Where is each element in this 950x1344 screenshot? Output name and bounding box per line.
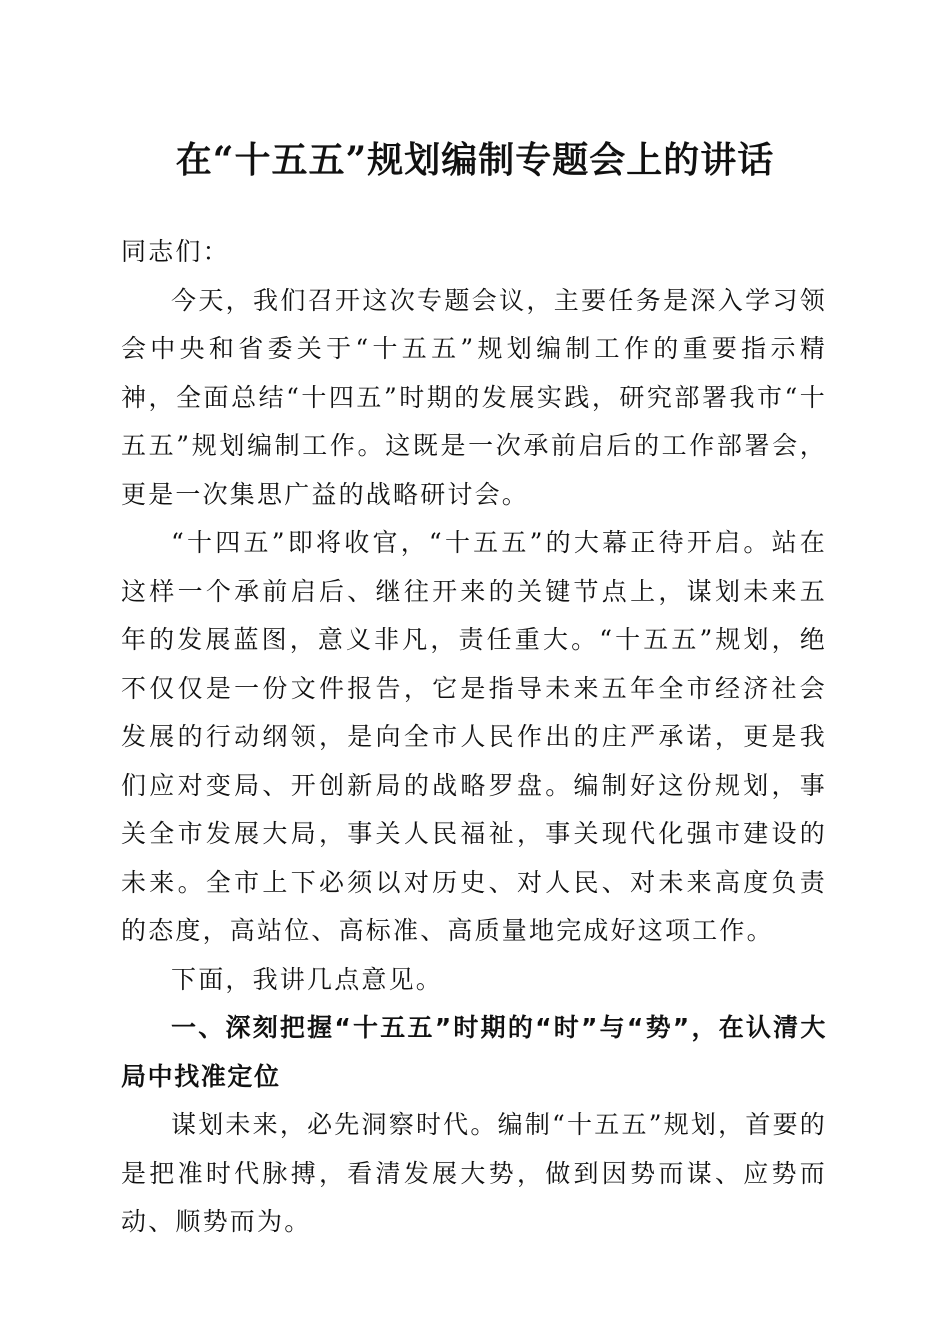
paragraph-intro: 今天，我们召开这次专题会议，主要任务是深入学习领会中央和省委关于“十五五”规划编制工作的重要指示精神，全面总结“十四五”时期的发展实践，研究部署我市“十五五”规划编制工作。这既是一次承前启后的工作部署会，更是一次集思广益的战略研讨会。 [121,285,827,509]
paragraph-background: “十四五”即将收官，“十五五”的大幕正待开启。站在这样一个承前启后、继往开来的关键节点上，谋划未来五年的发展蓝图，意义非凡，责任重大。“十五五”规划，绝不仅仅是一份文件报告，它是指导未来五年全市经济社会发展的行动纲领，是向全市人民作出的庄严承诺，更是我们应对变局、开创新局的战略罗盘。编制好这份规划，事关全市发展大局，事关人民福祉，事关现代化强市建设的未来。全市上下必须以对历史、对人民、对未来高度负责的态度，高站位、高标准、高质量地完成好这项工作。 [121,528,827,945]
document-title: 在“十五五”规划编制专题会上的讲话 [175,139,775,181]
salutation: 同志们： [121,237,230,266]
document-body [121,228,827,1247]
section-heading-1: 一、深刻把握“十五五”时期的“时”与“势”，在认清大局中找准定位 [121,1013,827,1091]
paragraph-transition: 下面，我讲几点意见。 [171,964,444,994]
paragraph-section-1: 谋划未来，必先洞察时代。编制“十五五”规划，首要的是把准时代脉搏，看清发展大势，做到因势而谋、应势而动、顺势而为。 [121,1110,827,1236]
